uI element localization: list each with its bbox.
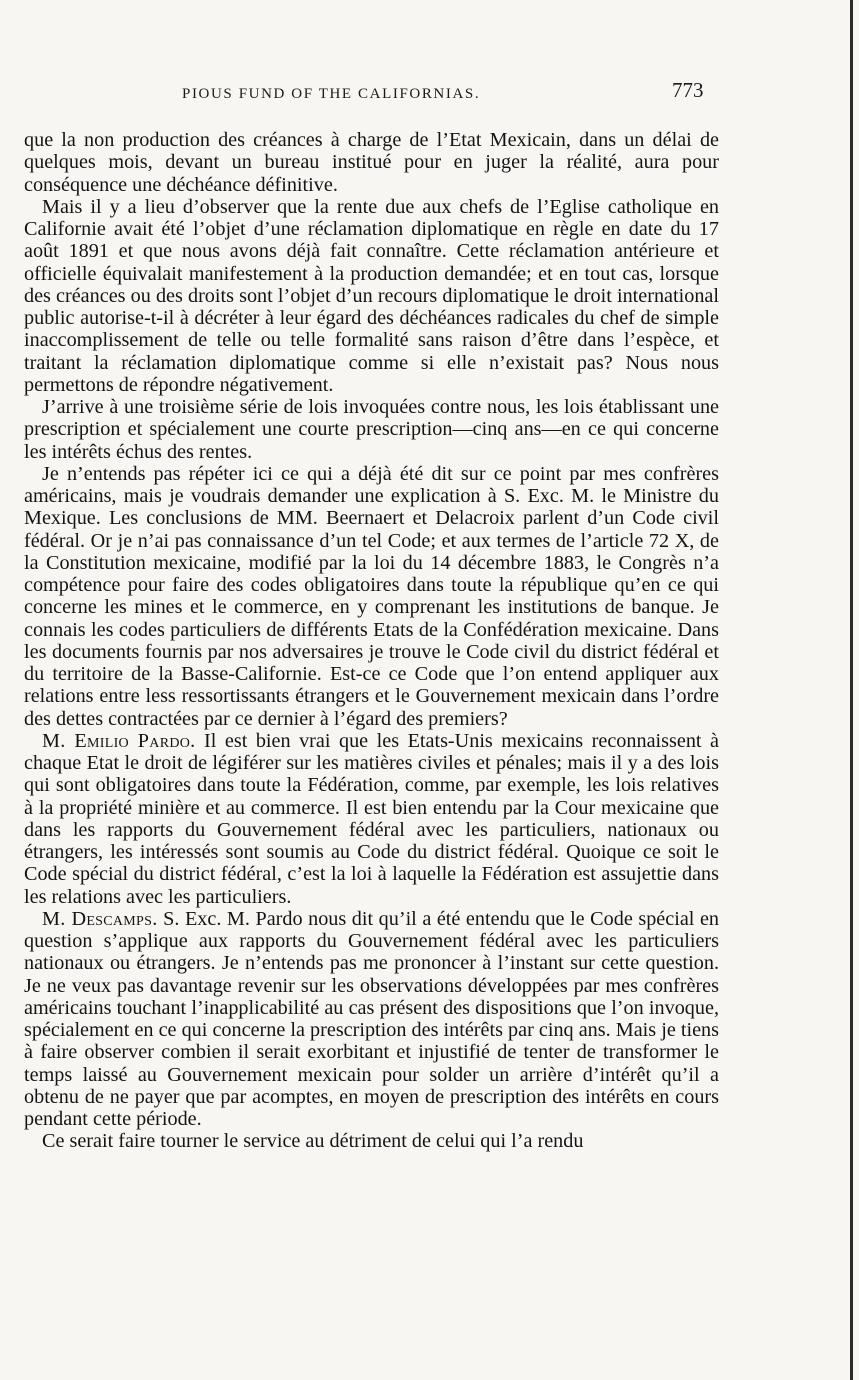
body-text bbox=[24, 129, 719, 1153]
page-edge-shadow bbox=[850, 0, 853, 1380]
speaker-name: M. Descamps. bbox=[42, 907, 158, 930]
page-number: 773 bbox=[672, 78, 704, 102]
paragraph-text: que la non production des créances à charge de l’Etat Mexicain, dans un délai de quelques mois, devant un bureau institué pour en juger la réalité, aura pour conséquence une déchéance définitive. bbox=[24, 129, 719, 196]
paragraph-text: Mais il y a lieu d’observer que la rente due aux chefs de l’Eglise catholique en Californie avait été l’objet d’une réclamation diplomatique en règle en date du 17 août 1891 et que nous avons déjà fait connaître. Cette réclamation antérieure et officielle équivalait manifestement à la production demandée; et en tout cas, lorsque des créances ou des droits sont l’objet d’un recours diplomatique le droit international public autorise-t-il à décréter à leur égard des déchéances radicales du chef de simple inaccomplissement de telle ou telle formalité sans raison d’être dans l’espèce, et traitant la réclamation diplomatique comme si elle n’existait pas? Nous nous permettons de répondre négativement. bbox=[24, 195, 719, 396]
paragraph bbox=[24, 463, 719, 730]
paragraph-text: S. Exc. M. Pardo nous dit qu’il a été entendu que le Code spécial en question s’applique aux rapports du Gouvernement fédéral avec les particuliers nationaux ou étrangers. Je n’entends pas me prononcer à l’instant sur cette question. Je ne veux pas davantage revenir sur les observations développées par mes confrères américains touchant l’inapplicabilité au cas présent des dispositions que l’on invoque, spécialement en ce qui concerne la prescription des intérêts par cinq ans. Mais je tiens à faire observer combien il serait exorbitant et injustifié de tenter de transformer le temps laissé au Gouvernement mexicain pour solder un arrière d’intérêt qu’il a obtenu de ne payer que par acomptes, en moyen de prescription des intérêts en cours pendant cette période. bbox=[24, 907, 719, 1130]
running-title: PIOUS FUND OF THE CALIFORNIAS. bbox=[182, 86, 481, 102]
speaker-paragraph bbox=[24, 730, 719, 908]
paragraph-text: Je n’entends pas répéter ici ce qui a déjà été dit sur ce point par mes confrères américains, mais je voudrais demander une explication à S. Exc. M. le Ministre du Mexique. Les conclusions de MM. Beernaert et Delacroix parlent d’un Code civil fédéral. Or je n’ai pas connaissance d’un tel Code; et aux termes de l’article 72 X, de la Constitution mexicaine, modifié par la loi du 14 décembre 1883, le Congrès n’a compétence pour faire des codes obligatoires dans toute la république qu’en ce qui concerne les mines et le commerce, en y comprenant les institutions de banque. Je connais les codes particuliers de différents Etats de la Confédération mexicaine. Dans les documents fournis par nos adversaires je trouve le Code civil du district fédéral et du territoire de la Basse-Californie. Est-ce ce Code que l’on entend appliquer aux relations entre less ressortissants étrangers et le Gouvernement mexicain dans l’ordre des dettes contractées par ce dernier à l’égard des premiers? bbox=[24, 462, 719, 730]
paragraph bbox=[24, 1130, 719, 1152]
running-header bbox=[22, 78, 762, 112]
paragraph-text: Il est bien vrai que les Etats-Unis mexicains reconnaissent à chaque Etat le droit de légiférer sur les matières civiles et pénales; mais il y a des lois qui sont obligatoires dans toute la Fédération, comme, par exemple, les lois relatives à la propriété minière et au commerce. Il est bien entendu par la Cour mexicaine que dans les rapports du Gouvernement fédéral avec les particuliers, nationaux ou étrangers, les intéressés sont soumis au Code du district fédéral. Quoique ce soit le Code spécial du district fédéral, c’est la loi à laquelle la Fédération est assujettie dans les relations avec les particuliers. bbox=[24, 729, 719, 908]
speaker-paragraph bbox=[24, 908, 719, 1131]
paragraph-text: Ce serait faire tourner le service au détriment de celui qui l’a rendu bbox=[42, 1130, 584, 1153]
paragraph bbox=[24, 396, 719, 463]
paragraph-continuation bbox=[24, 129, 719, 196]
paragraph-text: J’arrive à une troisième série de lois invoquées contre nous, les lois établissant une prescription et spécialement une courte prescription—cinq ans—en ce qui concerne les intérêts échus des rentes. bbox=[24, 396, 719, 463]
speaker-name: M. Emilio Pardo. bbox=[42, 729, 196, 752]
paragraph bbox=[24, 196, 719, 396]
